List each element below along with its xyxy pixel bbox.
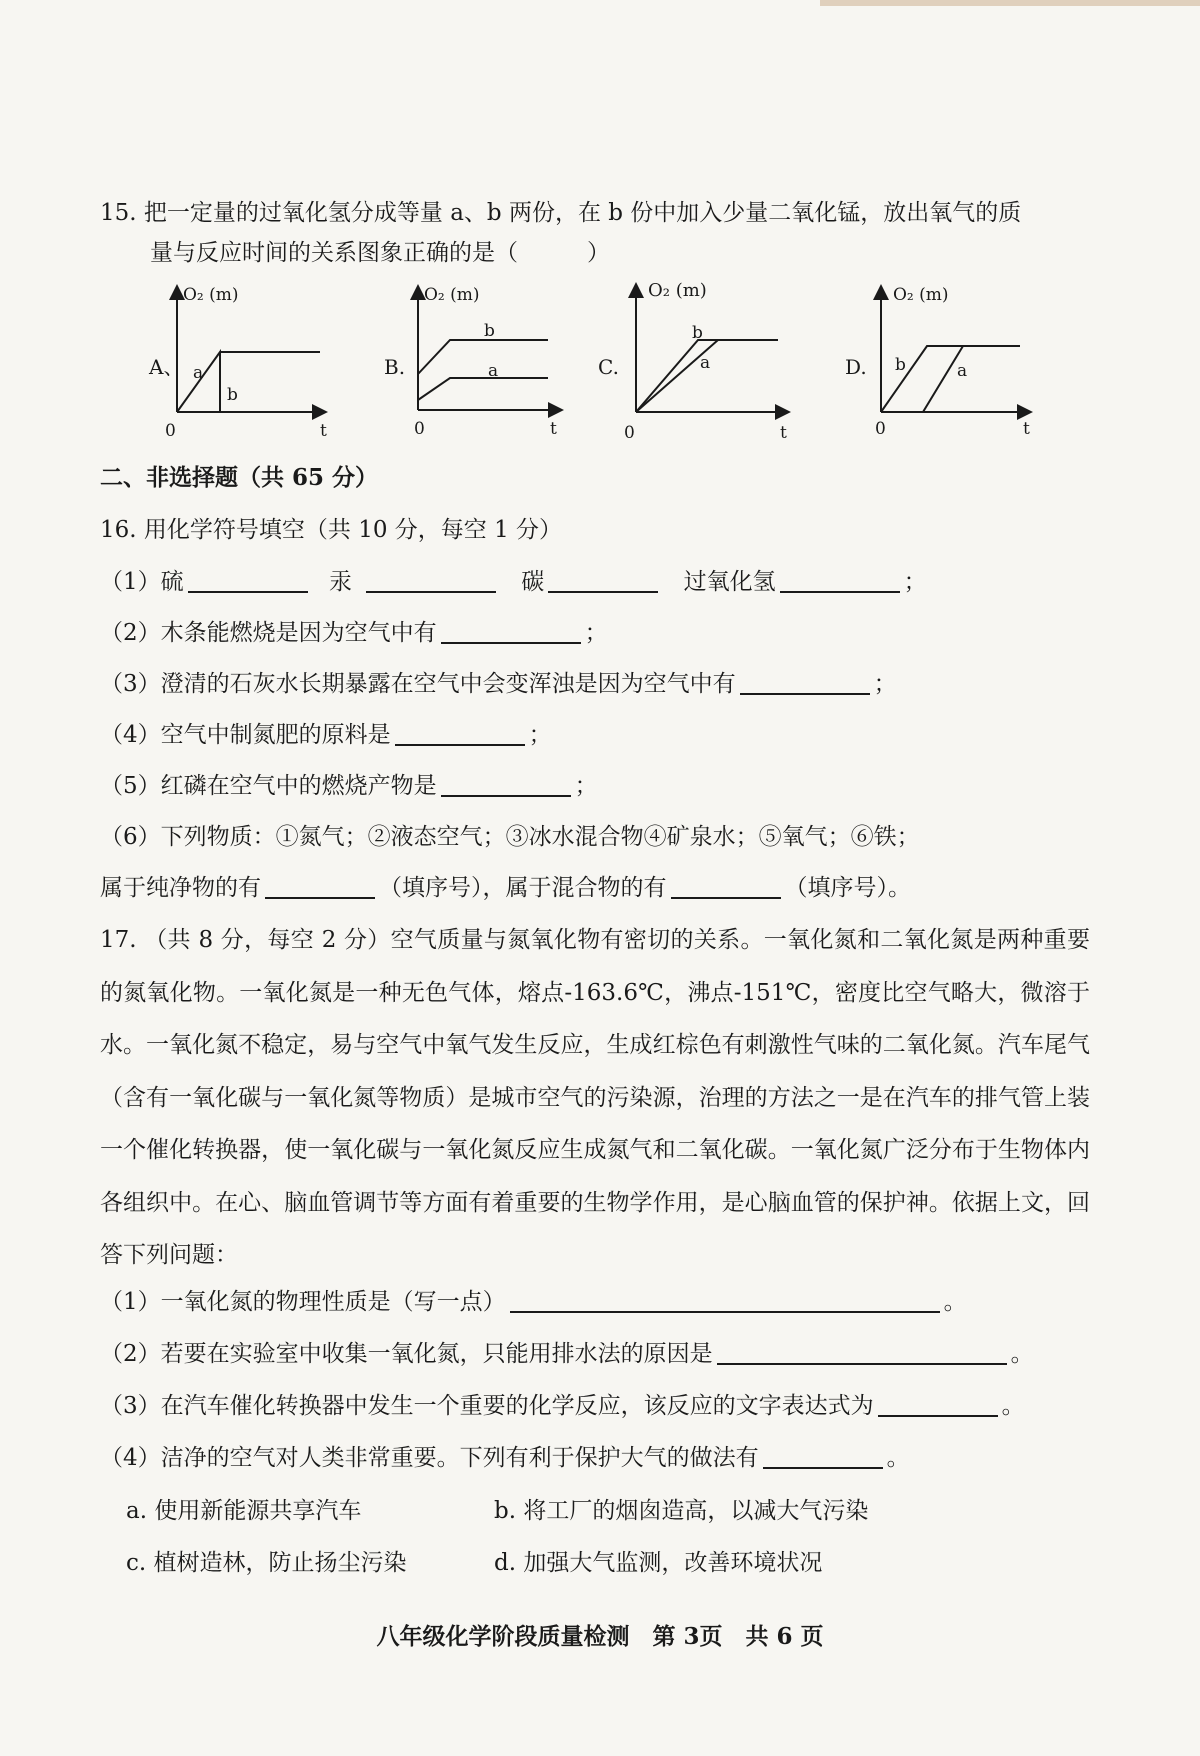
q16-part3-end: ； — [873, 671, 897, 697]
q16-part5 — [100, 771, 598, 801]
q16-title: 16. 用化学符号填空（共 10 分，每空 1 分） — [100, 517, 563, 543]
q16-part1-num: （1） — [100, 569, 161, 595]
graph-c-origin: 0 — [624, 423, 635, 443]
graph-d-origin: 0 — [875, 419, 886, 439]
q17-option-d: d. 加强大气监测，改善环境状况 — [494, 1550, 823, 1576]
graph-c-label-b: b — [692, 323, 703, 343]
q17-sub1-text: （1）一氧化氮的物理性质是（写一点） — [100, 1289, 506, 1315]
q16-blank-h2o2[interactable] — [780, 567, 900, 593]
q17-option-c: c. 植树造林，防止扬尘污染 — [126, 1550, 407, 1576]
q17-blank-sub1[interactable] — [510, 1287, 940, 1313]
graph-b-label-a: a — [488, 361, 499, 381]
q16-part3 — [100, 669, 897, 699]
q17-blank-sub3[interactable] — [878, 1391, 998, 1417]
q16-part6-answers — [100, 873, 911, 903]
q16-part3-text: （3）澄清的石灰水长期暴露在空气中会变浑浊是因为空气中有 — [100, 671, 736, 697]
q17-blank-sub2[interactable] — [717, 1339, 1007, 1365]
graph-c-option-label: C. — [598, 355, 619, 379]
graph-d-xlabel: t — [1023, 419, 1030, 439]
q16-blank-carbon[interactable] — [548, 567, 658, 593]
graph-c-label-a: a — [700, 353, 711, 373]
q16-part4-end: ； — [528, 722, 552, 748]
q16-part1-end: ； — [903, 569, 927, 595]
q17-option-a: a. 使用新能源共享汽车 — [126, 1498, 362, 1524]
q17-option-b: b. 将工厂的烟囱造高，以减大气污染 — [494, 1498, 869, 1524]
graph-a-xlabel: t — [320, 421, 327, 441]
graph-b-option-label: B. — [384, 355, 406, 379]
q17-passage: 17. （共 8 分，每空 2 分）空气质量与氮氧化物有密切的关系。一氧化氮和二氧化氮是两种重要的氮氧化物。一氧化氮是一种无色气体，熔点-163.6℃，沸点-151℃，密度比空气略大，微溶于水。一氧化氮不稳定，易与空气中氧气发生反应，生成红棕色有刺激性气味的二氧化氮。汽车尾气（含有一氧化碳与一氧化氮等物质）是城市空气的污染源，治理的方法之一是在汽车的排气管上装一个催化转换器，使一氧化碳与一氧化氮反应生成氮气和二氧化碳。一氧化氮广泛分布于生物体内各组织中。在心、脑血管调节等方面有着重要的生物学作用，是心脑血管的保护神。依据上文，回答下列问题： — [100, 927, 1090, 1268]
q16-part1-word4: 过氧化氢 — [683, 569, 776, 595]
q17-sub4-text: （4）洁净的空气对人类非常重要。下列有利于保护大气的做法有 — [100, 1445, 759, 1471]
q17-sub2-text: （2）若要在实验室中收集一氧化氮，只能用排水法的原因是 — [100, 1341, 713, 1367]
q17-blank-sub4[interactable] — [763, 1443, 883, 1469]
graph-b-label-b: b — [484, 321, 495, 341]
q16-blank-part5[interactable] — [441, 771, 571, 797]
q16-part6-pure-label: 属于纯净物的有 — [100, 875, 261, 901]
q16-part5-end: ； — [574, 773, 598, 799]
q16-blank-sulfur[interactable] — [188, 567, 308, 593]
q16-blank-part3[interactable] — [740, 669, 870, 695]
q16-blank-part2[interactable] — [441, 618, 581, 644]
q16-part1-word2: 汞 — [328, 569, 352, 595]
graph-a-label-b: b — [227, 385, 238, 405]
q16-part2-end: ； — [584, 620, 608, 646]
q15-option-d-graph — [845, 280, 1045, 450]
q16-part6-end: （填序号）。 — [784, 875, 911, 901]
q16-blank-part4[interactable] — [395, 720, 525, 746]
q15-stem-line1: 15. 把一定量的过氧化氢分成等量 a、b 两份，在 b 份中加入少量二氧化锰，放出氧气的质 — [100, 200, 1022, 226]
q15-stem-line2: 量与反应时间的关系图象正确的是（ ） — [150, 240, 610, 266]
graph-d-option-label: D. — [845, 355, 867, 379]
q16-part6-mixture-label: （填序号），属于混合物的有 — [379, 875, 667, 901]
graph-b-xlabel: t — [550, 419, 557, 439]
scan-edge-mark — [820, 0, 1200, 6]
graph-a-ylabel: O₂ (m) — [183, 285, 239, 305]
q17-sub3-end: 。 — [1001, 1393, 1025, 1419]
q16-part6: （6）下列物质：①氮气；②液态空气；③冰水混合物④矿泉水；⑤氧气；⑥铁； — [100, 824, 920, 850]
page-footer: 八年级化学阶段质量检测 第 3页 共 6 页 — [376, 1623, 824, 1650]
graph-c-xlabel: t — [780, 423, 787, 443]
q16-blank-pure[interactable] — [265, 873, 375, 899]
graph-d-label-b: b — [895, 355, 906, 375]
q15-option-b-graph — [378, 280, 578, 450]
section2-title: 二、非选择题（共 65 分） — [100, 464, 379, 491]
q15-option-c-graph — [598, 280, 798, 450]
graph-d-ylabel: O₂ (m) — [893, 285, 949, 305]
q16-blank-mixture[interactable] — [671, 873, 781, 899]
q16-part4 — [100, 720, 552, 750]
graph-d-label-a: a — [957, 361, 968, 381]
q17-sub2-end: 。 — [1010, 1341, 1034, 1367]
q16-part1 — [100, 567, 927, 597]
q16-part5-text: （5）红磷在空气中的燃烧产物是 — [100, 773, 437, 799]
q17-sub1 — [100, 1287, 967, 1317]
q17-sub3-text: （3）在汽车催化转换器中发生一个重要的化学反应，该反应的文字表达式为 — [100, 1393, 874, 1419]
q16-part1-word3: 碳 — [521, 569, 545, 595]
q16-part4-text: （4）空气中制氮肥的原料是 — [100, 722, 391, 748]
graph-a-label-a: a — [193, 363, 204, 383]
q15-option-a-graph — [145, 280, 345, 450]
q17-sub4-end: 。 — [886, 1445, 910, 1471]
graph-b-origin: 0 — [414, 419, 425, 439]
graph-a-origin: 0 — [165, 421, 176, 441]
graph-a-option-label: A、 — [149, 355, 184, 379]
q17-sub1-end: 。 — [943, 1289, 967, 1315]
q16-part2-text: （2）木条能燃烧是因为空气中有 — [100, 620, 437, 646]
graph-b-ylabel: O₂ (m) — [424, 285, 480, 305]
q16-blank-mercury[interactable] — [366, 567, 496, 593]
q16-part1-word1: 硫 — [160, 569, 184, 595]
q17-sub2 — [100, 1339, 1034, 1369]
q17-sub3 — [100, 1391, 1025, 1421]
graph-c-ylabel: O₂ (m) — [648, 280, 707, 301]
q17-sub4 — [100, 1443, 910, 1473]
q16-part2 — [100, 618, 608, 648]
